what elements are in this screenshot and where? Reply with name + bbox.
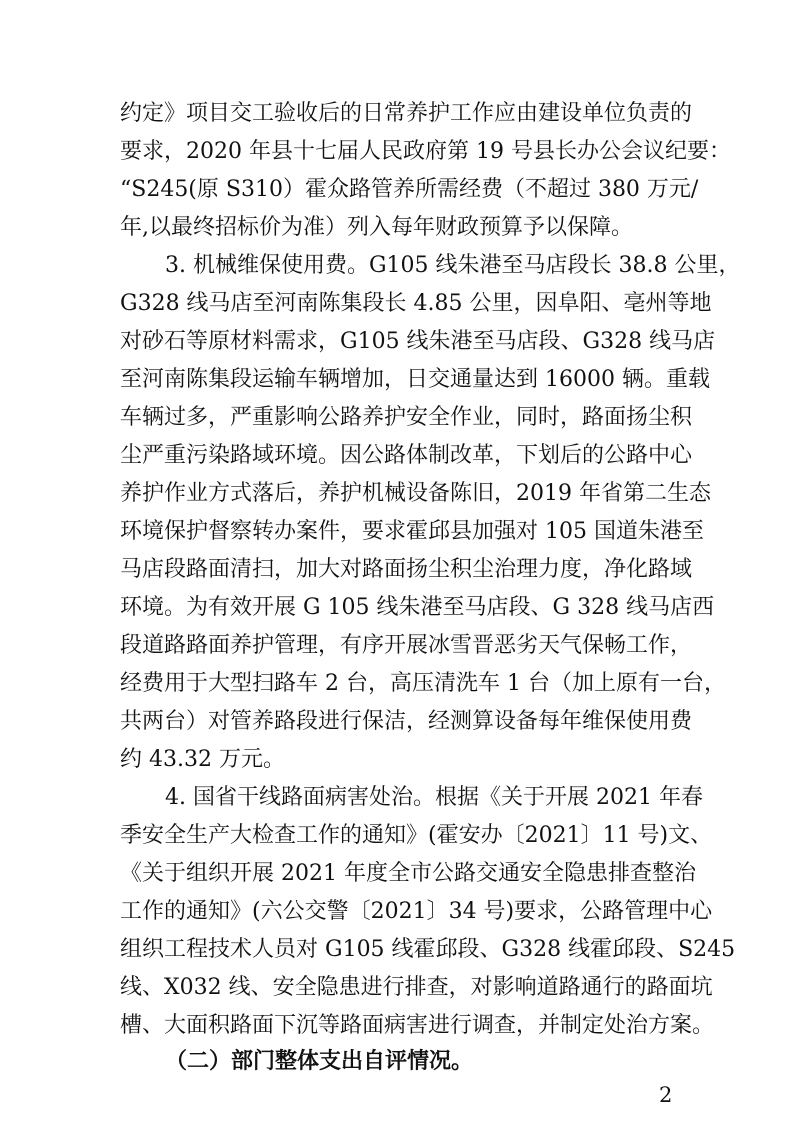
body-line-3: “S245(原 S310）霍众路管养所需经费（不超过 380 万元/ (120, 177, 699, 202)
body-line-19: 4. 国省干线路面病害处治。根据《关于开展 2021 年春 (165, 785, 703, 810)
body-line-24: 线、X032 线、安全隐患进行排查，对影响道路通行的路面坑 (120, 975, 713, 1000)
body-line-9: 车辆过多，严重影响公路养护安全作业，同时，路面扬尘积 (120, 405, 693, 430)
body-line-5: 3. 机械维保使用费。G105 线朱港至马店段长 38.8 公里， (165, 253, 741, 278)
body-line-16: 经费用于大型扫路车 2 台，高压清洗车 1 台（加上原有一台， (120, 671, 726, 696)
body-line-2: 要求，2020 年县十七届人民政府第 19 号县长办公会议纪要： (120, 139, 731, 164)
body-line-12: 环境保护督察转办案件，要求霍邱县加强对 105 国道朱港至 (120, 519, 704, 544)
body-line-6: G328 线马店至河南陈集段长 4.85 公里，因阜阳、亳州等地 (120, 291, 712, 316)
body-line-25: 槽、大面积路面下沉等路面病害进行调查，并制定处治方案。 (120, 1013, 715, 1038)
body-line-10: 尘严重污染路域环境。因公路体制改革，下划后的公路中心 (120, 443, 693, 468)
body-line-11: 养护作业方式落后，养护机械设备陈旧，2019 年省第二生态 (120, 481, 711, 506)
section-heading: （二）部门整体支出自评情况。 (165, 1049, 474, 1074)
body-line-14: 环境。为有效开展 G 105 线朱港至马店段、G 328 线马店西 (120, 595, 715, 620)
body-line-15: 段道路路面养护管理，有序开展冰雪晋恶劣天气保畅工作， (120, 633, 693, 658)
body-line-7: 对砂石等原材料需求，G105 线朱港至马店段、G328 线马店 (120, 329, 716, 354)
body-line-13: 马店段路面清扫，加大对路面扬尘积尘治理力度，净化路域 (120, 557, 693, 582)
page-number: 2 (659, 1083, 673, 1107)
body-line-17: 共两台）对管养路段进行保洁，经测算设备每年维保使用费 (120, 709, 693, 734)
body-line-1: 约定》项目交工验收后的日常养护工作应由建设单位负责的 (120, 101, 693, 126)
body-line-20: 季安全生产大检查工作的通知》(霍安办〔2021〕11 号)文、 (120, 823, 713, 848)
body-line-22: 工作的通知》(六公交警〔2021〕34 号)要求，公路管理中心 (120, 899, 713, 924)
body-line-18: 约 43.32 万元。 (120, 747, 285, 772)
body-line-21: 《关于组织开展 2021 年度全市公路交通安全隐患排查整治 (120, 861, 696, 886)
body-line-23: 组织工程技术人员对 G105 线霍邱段、G328 线霍邱段、S245 (120, 937, 736, 962)
body-line-8: 至河南陈集段运输车辆增加，日交通量达到 16000 辆。重载 (120, 367, 710, 392)
body-line-4: 年,以最终招标价为准）列入每年财政预算予以保障。 (120, 215, 633, 240)
